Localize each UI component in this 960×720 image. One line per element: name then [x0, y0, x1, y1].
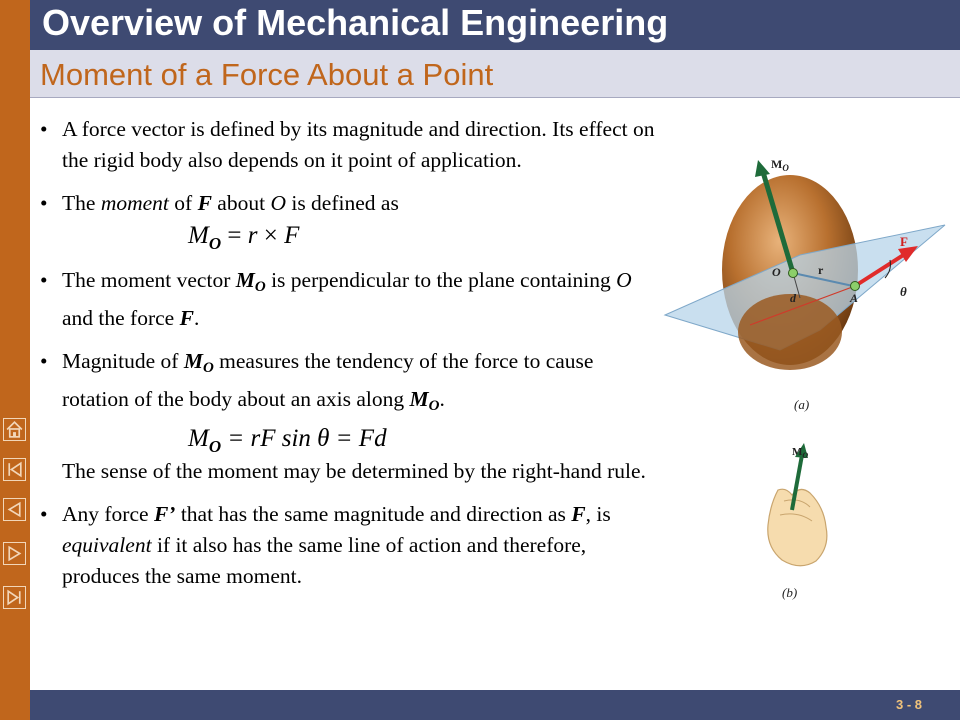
svg-text:O: O	[772, 265, 781, 279]
figure-a-sphere-moment	[660, 150, 950, 420]
last-slide-icon	[4, 587, 25, 608]
subtitle-bar	[30, 50, 960, 98]
sidebar	[0, 0, 30, 720]
first-slide-icon	[4, 459, 25, 480]
figure-a-caption: (a)	[794, 397, 810, 412]
bullet-list	[38, 114, 658, 604]
moment-cross-product-formula: $M_O = r \times F$	[188, 222, 300, 253]
slide-subtitle: Moment of a Force About a Point	[40, 57, 494, 92]
bullet-moment-perpendicular: • The moment vector MO is perpendicular to the plane containing O and the force F.	[38, 265, 658, 334]
svg-text:d: d	[790, 291, 796, 305]
home-icon	[4, 419, 25, 440]
next-slide-button[interactable]	[3, 542, 26, 565]
svg-text:A: A	[850, 291, 859, 305]
svg-text:MO: $M_O$	[792, 446, 809, 460]
bullet-moment-magnitude: • Magnitude of MO measures the tendency of the force to cause rotation of the body about an axis along MO. $M_O$ = rF sin θ = Fd The sense of the moment may be determined by the right-hand rule.	[38, 346, 658, 487]
first-slide-button[interactable]	[3, 458, 26, 481]
right-hand-rule-text: The sense of the moment may be determined by the right-hand rule.	[62, 459, 646, 483]
point-a	[851, 282, 860, 291]
svg-text:MO: $M_O$	[771, 157, 789, 173]
title-bar	[30, 0, 960, 50]
home-button[interactable]	[3, 418, 26, 441]
moment-arrowhead	[755, 160, 770, 177]
moment-magnitude-formula: $M_O$ = rF sin θ = Fd	[188, 425, 387, 456]
svg-text:θ: θ	[900, 284, 907, 299]
figure-b-caption: (b)	[782, 585, 798, 600]
slide-title: Overview of Mechanical Engineering	[42, 2, 669, 43]
figure-b-right-hand-rule	[740, 435, 860, 585]
svg-text:F: F	[900, 234, 908, 249]
bullet-force-vector: • A force vector is defined by its magnitude and direction. Its effect on the rigid body also depends on it point of application.	[38, 114, 658, 176]
bullet-moment-definition: • The moment of F about O is defined as $M_O = r \times F$	[38, 188, 658, 253]
next-slide-icon	[4, 543, 25, 564]
svg-text:r: r	[818, 263, 824, 277]
point-o	[789, 269, 798, 278]
bullet-equivalent-force: • Any force F’ that has the same magnitude and direction as F, is equivalent if it also has the same line of action and therefore, produces the same moment.	[38, 499, 658, 592]
footer-bar	[30, 690, 960, 720]
previous-slide-icon	[4, 499, 25, 520]
page-number: 3 - 8	[895, 697, 922, 712]
previous-slide-button[interactable]	[3, 498, 26, 521]
last-slide-button[interactable]	[3, 586, 26, 609]
sphere-lower	[738, 294, 842, 370]
